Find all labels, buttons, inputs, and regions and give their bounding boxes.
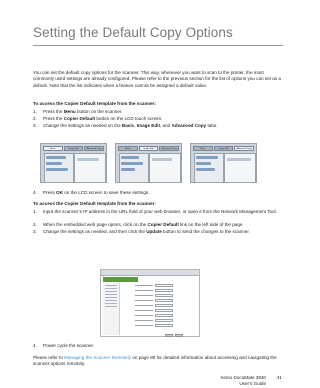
step-number: 3.: [33, 229, 37, 234]
tab-advanced-copy: Advanced Copy: [159, 146, 179, 151]
step-number: 1.: [33, 109, 37, 114]
footer-guide: User’s Guide: [239, 381, 266, 386]
lcd-screenshot-image-edit: [115, 143, 182, 183]
tab-advanced-copy: Advanced Copy: [234, 146, 254, 151]
tab-image-edit: Image Edit: [64, 146, 84, 151]
title-rule: [33, 45, 283, 46]
intro-paragraph: You can set the default copy options for the scanner. This way, whenever you want to scan to the printer, the most commonly used settings are already configured. Please refer to the previous section for the list of options you can set as a default. Note that the list indicates when a feature cannot be assigned a default value.: [33, 70, 281, 88]
tab-image-edit: Image Edit: [214, 146, 234, 151]
browser-toolbar: [101, 270, 199, 276]
lcd-section-heading: To access the Copier Default template from the scanner:: [33, 101, 156, 106]
tab-basic: Basic: [118, 146, 138, 151]
step-number: 4.: [33, 343, 37, 348]
tab-advanced-copy: Advanced Copy: [84, 146, 104, 151]
step-number: 1.: [33, 209, 37, 214]
step-number: 2.: [33, 222, 37, 227]
copier-default-form: [123, 284, 197, 334]
web-sidebar: [103, 283, 120, 335]
web-step-3: 3. Change the settings as needed, and then click the Update button to send the changes to the scanner.: [33, 229, 250, 234]
step-number: 4.: [33, 190, 37, 195]
closing-paragraph: Please refer to Managing the Scanner Remotely on page 89 for detailed information about accessing and navigating the scanner options remotely.: [33, 355, 277, 367]
tab-basic: Basic: [193, 146, 213, 151]
step-number: 2.: [33, 116, 37, 121]
web-section-heading: To access the Copier Default template from the scanner:: [33, 201, 156, 206]
footer-product: Xerox DocuMate 3920: [220, 375, 266, 380]
managing-scanner-remotely-link[interactable]: Managing the Scanner Remotely: [64, 355, 132, 360]
tab-image-edit: Image Edit: [139, 146, 159, 151]
lcd-screenshot-advanced-copy: [190, 143, 257, 183]
step-number: 3.: [33, 123, 37, 128]
page-number: 41: [276, 375, 282, 380]
web-header-banner: [103, 277, 138, 282]
web-page-screenshot: [100, 269, 200, 337]
tab-basic: Basic: [43, 146, 63, 151]
page-title: Setting the Default Copy Options: [33, 25, 233, 40]
lcd-screenshot-basic: [40, 143, 107, 183]
web-step-1: 1. Input the scanner’s IP address in the URL field of your web browser, or open it from the Network Management Tool.: [33, 209, 277, 214]
form-buttons: [165, 334, 183, 337]
